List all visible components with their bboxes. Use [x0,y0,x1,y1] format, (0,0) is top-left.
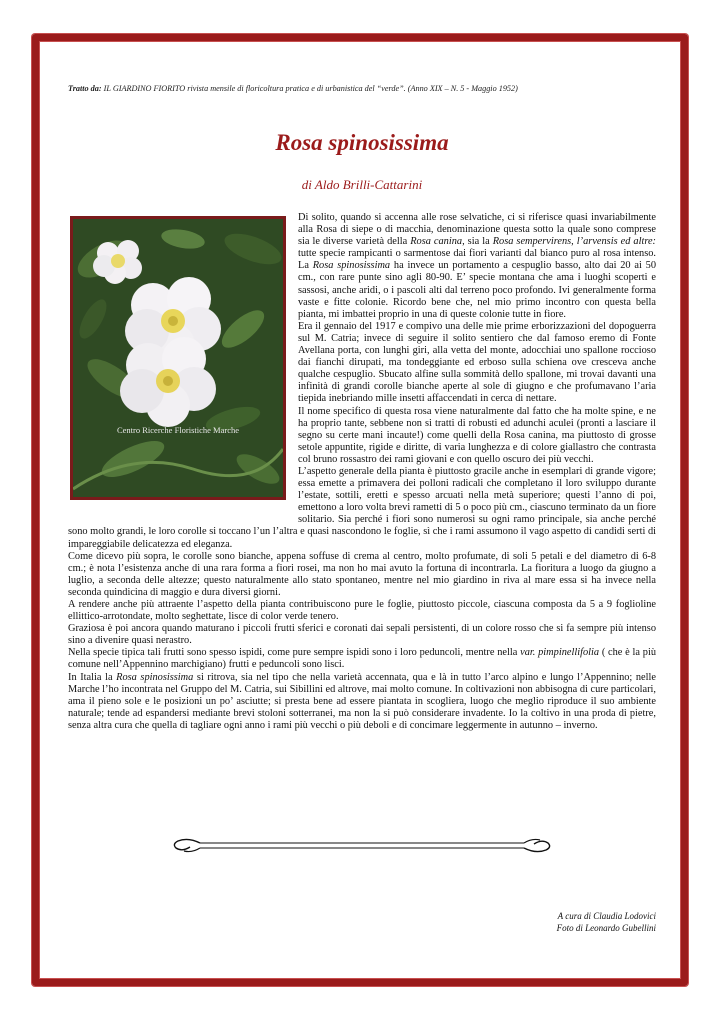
source-label: Tratto da: [68,84,102,93]
italic-term: Rosa spinosissima [116,671,194,683]
article-title: Rosa spinosissima [275,130,449,155]
photo-credit: Centro Ricerche Floristiche Marche [116,425,240,435]
paragraph-text: Di solito, quando si accenna alle rose selvatiche, ci si riferisce quasi invariabilmente alla Rosa di siepe o di macchia, denominazione questa sotto la quale sono comprese sia le diverse varietà della [298,212,656,248]
article-paragraph [68,647,656,671]
article-paragraph [68,599,656,623]
article-paragraph [68,672,656,732]
editor-credit: A cura di Claudia Lodovici [557,911,656,921]
italic-term: Rosa spinosissima [312,260,391,272]
paragraph-text: ( che è la più comune nell’Appennino marchigiano) frutti e peduncoli sono lisci. [68,647,656,671]
paragraph-text: Nella specie tipica tali frutti sono spesso ispidi, come pure sempre ispidi sono i loro peduncoli, mentre nella [68,647,521,659]
article-paragraph [68,551,656,599]
paragraph-text: A rendere anche più attraente l’aspetto della pianta contribuiscono pure le foglie, piuttosto piccole, ciascuna composta da 5 a 9 foglioline ellittico-arrotondate, molto seghettate, lisce di color verde tenero. [68,599,656,623]
source-text: IL GIARDINO FIORITO rivista mensile di floricoltura pratica e di urbanistica del “verde”. (Anno XIX – N. 5 - Maggio 1952) [103,84,518,93]
article-author: di Aldo Brilli-Cattarini [301,177,423,192]
paragraph-text: tutte specie rampicanti o sarmentose dai fiori varianti dal bianco puro al rosa intenso. La [298,248,656,272]
photo-wrap-space [68,212,298,516]
paragraph-text: si ritrova, sia nel tipo che nella varietà accennata, qua e là in tutto l’arco alpino e lungo l’Appennino; nelle Marche l’ho incontrata nel Gruppo del M. Catria, sui Sibillini ed altrove, mai molto comune. In coltivazioni non abbisogna di cure particolari, ama il pieno sole e le posizioni un po’ asciutte; si presta bene ad essere piantata in scogliera, luogo che meglio riproduce il suo ambiente naturale; tende ad espandersi mediante brevi stoloni sotterranei, ma non la si può considerare invadente. Io la coltivo in una proda di pietre, senza altra cura che quella di tagliare ogni anno i rami più vecchi o più deboli e di concimare leggermente in autunno – inverno. [68,671,656,731]
italic-term: Rosa sempervirens, l’arvensis ed altre: [492,236,657,248]
article-paragraph [68,623,656,647]
paragraph-text: L’aspetto generale della pianta è piuttosto gracile anche in esemplari di grande vigore; essa emette a primavera dei polloni radicali che completano il loro sviluppo durante l’estate, sottili, eretti e spesso arcuati nella metà superiore; questi l’anno di poi, emettono a loro volta brevi rametti di 5 o poco più cm., ciascuno terminato da un fiore solitario. Sia perché i fiori sono numerosi su ogni ramo principale, sia anche perché sono molto grandi, le loro corolle si toccano l’un l’altra e quasi nascondono le foglie, sì che i rami assumono il vago aspetto di candidi serti di impareggiabile delicatezza ed eleganza. [68,465,656,550]
ornamental-divider [170,835,554,857]
source-citation [68,84,658,93]
italic-term: Rosa canina, [410,236,465,248]
italic-term: var. pimpinellifolia [520,647,600,659]
paragraph-text: Il nome specifico di questa rosa viene naturalmente dal fatto che ha molte spine, e ne ha proprio tante, sebbene non si tratti di robusti ed adunchi aculei (pronti a lasciare il segno su certe mani incaute!) come quelli della Rosa canina, ma piuttosto di grosse setole appuntite, rigide e diritte, di varia lunghezza e di colore giallastro che contrasta col bruno rossastro dei rami giovani e con quello oscuro dei più vecchi. [298,405,656,465]
paragraph-text: ha invece un portamento a cespuglio basso, alto dai 20 ai 50 cm., con rare punte sino agli 80-90. E’ specie montana che ama i luoghi scoperti e sassosi, anche aridi, o i pascoli alti dal terreno poco profondo. Ivi generalmente forma vaste e fitte colonie. Ricordo bene che, nel mio primo incontro con questa bella pianta, mi imbattei proprio in una di queste colonie tutte in fiore. [298,260,657,320]
photo-author-credit: Foto di Leonardo Gubellini [556,923,656,933]
credits [557,910,656,934]
paragraph-text: Era il gennaio del 1917 e compivo una delle mie prime erborizzazioni del dopoguerra sul M. Catria; invece di seguire il solito sentiero che dal famoso eremo di Fonte Avellana porta, con lunghi giri, alla vetta del monte, adocchiai uno spallone roccioso dai fianchi dirupati, ma tondeggiante ed erboso sulla schiena ove cresceva anche qualche cespuglio. Sbucato alfine sulla sommità dello spallone, mi trovai davanti una infinità di grandi corolle bianche aperte al sole di giugno e che profumavano l’aria tiepida inebriando mille insetti affaccendati in cerca di nettare. [298,320,656,405]
paragraph-text: sia la [464,236,493,248]
paragraph-text: Graziosa è poi ancora quando maturano i piccoli frutti sferici e coronati dai sepali persistenti, di un colore rosso che si fa sempre più intenso sino a divenire quasi nerastro. [68,623,656,647]
article-body [68,212,656,732]
paragraph-text: In Italia la [68,671,117,683]
paragraph-text: Come dicevo più sopra, le corolle sono bianche, appena soffuse di crema al centro, molto profumate, di soli 5 petali e del diametro di 6-8 cm.; è nota l’esistenza anche di una rara forma a fiori rosei, ma non ho mai avuto la fortuna di incontrarla. La fioritura a luogo da giugno a luglio, a seconda delle altezze; questo naturalmente allo stato spontaneo, mentre nel mio giardino in riva al mare essa si ha invece nella seconda quindicina di maggio e dura diversi giorni. [68,550,656,598]
